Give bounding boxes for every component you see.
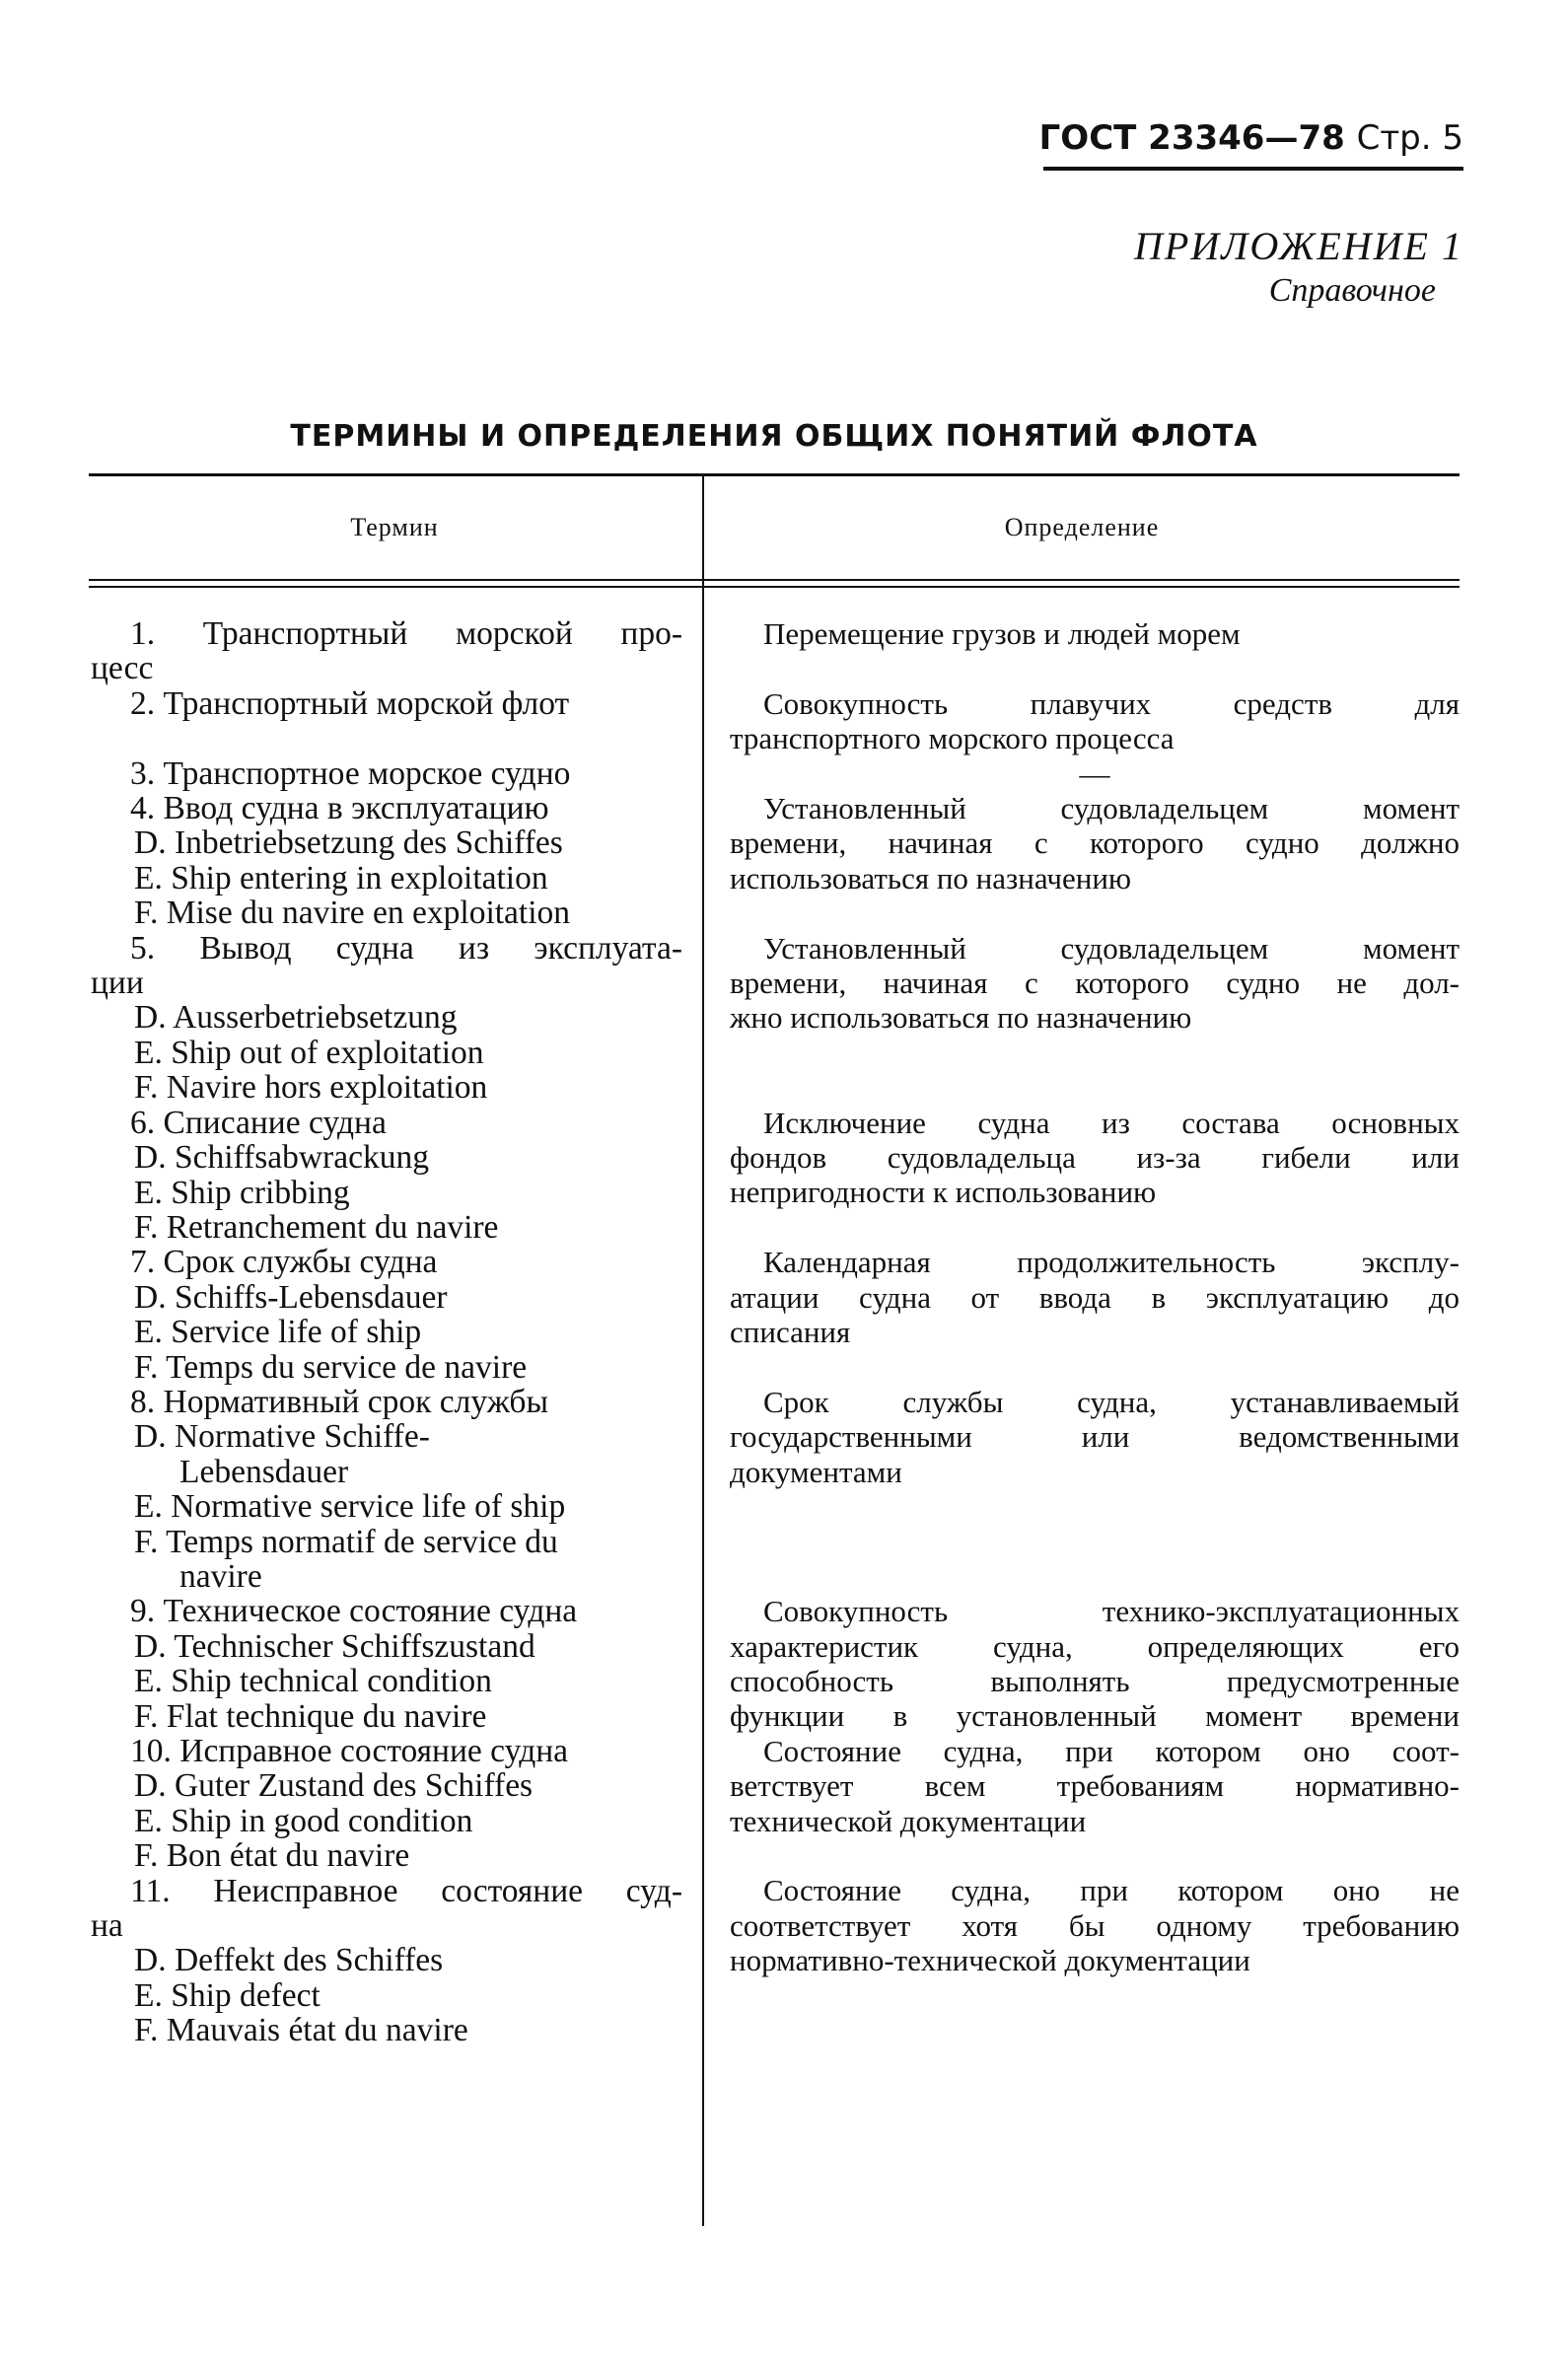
term-line: F. Flat technique du navire <box>134 1697 487 1735</box>
definition-line: ветствует всем требованиям нормативно- <box>730 1768 1460 1804</box>
definition-line: атации судна от ввода в эксплуатацию до <box>730 1279 1460 1315</box>
header-rule <box>1043 167 1463 171</box>
definition-block <box>730 1106 1460 1210</box>
term-line: E. Ship in good condition <box>134 1802 473 1839</box>
definition-block <box>730 1385 1460 1489</box>
term-line: 6. Списание судна <box>130 1104 387 1141</box>
page-number: Стр. 5 <box>1356 118 1463 158</box>
definition-block <box>730 1594 1460 1734</box>
definition-line: документами <box>730 1454 902 1489</box>
term-line: E. Service life of ship <box>134 1314 422 1351</box>
definition-line: Календарная продолжительность эксплу- <box>763 1245 1460 1280</box>
definition-block <box>730 791 1460 895</box>
column-divider <box>702 475 704 2226</box>
term-line <box>91 721 682 755</box>
term-line: D. Schiffsabwrackung <box>134 1139 429 1177</box>
term-line: E. Normative service life of ship <box>134 1488 566 1526</box>
gost-number: ГОСТ 23346—78 <box>1038 118 1345 158</box>
term-line: цесс <box>91 650 154 687</box>
definition-line: способность выполнять предусмотренные <box>730 1664 1460 1698</box>
term-line: navire <box>179 1557 262 1595</box>
definition-block <box>730 686 1460 756</box>
definition-line: использоваться по назначению <box>730 860 1132 895</box>
definition-line: времени, начиная с которого судно должно <box>730 825 1460 861</box>
definition-line: Состояние судна, при котором оно не <box>763 1873 1460 1908</box>
column-header-definition: Определение <box>1004 513 1160 541</box>
definition-line: жно использоваться по назначению <box>730 1000 1192 1036</box>
definition-block <box>730 756 1460 791</box>
table-top-rule <box>89 473 1460 476</box>
term-line: D. Guter Zustand des Schiffes <box>134 1767 534 1805</box>
definition-line: нормативно-технической документации <box>730 1943 1250 1978</box>
definition-line: технической документации <box>730 1803 1087 1838</box>
page-header <box>1039 118 1463 158</box>
term-line: 1. Транспортный морской про- <box>130 615 682 652</box>
definition-line: функции в установленный момент времени <box>730 1698 1460 1734</box>
term-line: E. Ship out of exploitation <box>134 1034 484 1071</box>
definition-line: Совокупность технико-эксплуатационных <box>763 1594 1460 1629</box>
term-line: E. Ship cribbing <box>134 1174 350 1211</box>
term-line: D. Technischer Schiffszustand <box>134 1627 535 1665</box>
table-header-rule-double <box>89 586 1460 588</box>
column-header-term: Термин <box>350 513 439 541</box>
appendix-title: ПРИЛОЖЕНИЕ 1 <box>1134 224 1463 268</box>
definition-line: Совокупность плавучих средств для <box>763 685 1460 721</box>
definition-line: списания <box>730 1315 851 1349</box>
definition-block <box>730 1245 1460 1349</box>
definition-line: фондов судовладельца из-за гибели или <box>730 1140 1460 1175</box>
term-line: 10. Исправное состояние судна <box>130 1733 569 1769</box>
term-line: 9. Техническое состояние судна <box>130 1593 578 1630</box>
term-line: F. Bon état du navire <box>134 1837 410 1875</box>
definition-line: Установленный судовладельцем момент <box>763 930 1460 966</box>
term-line: 11. Неисправное состояние суд- <box>130 1872 682 1909</box>
term-line: E. Ship technical condition <box>134 1663 492 1700</box>
appendix-subtitle: Справочное <box>1268 272 1436 309</box>
term-line: F. Mauvais état du navire <box>134 2012 468 2049</box>
term-line: F. Temps du service de navire <box>134 1348 528 1386</box>
term-line: F. Mise du navire en exploitation <box>134 895 571 932</box>
term-line: D. Schiffs-Lebensdauer <box>134 1278 448 1316</box>
definition-line: транспортного морского процесса <box>730 721 1175 756</box>
definition-block <box>730 1734 1460 1838</box>
definition-block <box>730 931 1460 1036</box>
term-line: F. Retranchement du navire <box>134 1208 499 1246</box>
term-line: 4. Ввод судна в эксплуатацию <box>130 790 549 827</box>
term-line: 3. Транспортное морское судно <box>130 754 571 792</box>
definition-line: Состояние судна, при котором оно соот- <box>763 1733 1460 1768</box>
term-line: Lebensdauer <box>179 1453 349 1490</box>
definition-line: характеристик судна, определяющих его <box>730 1628 1460 1664</box>
term-line: F. Navire hors exploitation <box>134 1069 488 1107</box>
definition-line: Срок службы судна, устанавливаемый <box>763 1384 1460 1419</box>
term-line: D. Normative Schiffe- <box>134 1418 430 1456</box>
table-header-rule <box>89 579 1460 581</box>
term-line: 7. Срок службы судна <box>130 1244 438 1281</box>
term-line: D. Inbetriebsetzung des Schiffes <box>134 824 563 862</box>
definition-block <box>730 1873 1460 1977</box>
term-line: 5. Вывод судна из эксплуата- <box>130 929 682 967</box>
term-line: E. Ship entering in exploitation <box>134 859 548 896</box>
term-line: 2. Транспортный морской флот <box>130 684 570 722</box>
definition-block <box>730 616 1460 651</box>
term-line: F. Temps normatif de service du <box>134 1523 558 1560</box>
terms-column <box>91 616 682 2048</box>
definition-line: Исключение судна из состава основных <box>763 1105 1460 1140</box>
term-line: E. Ship defect <box>134 1976 321 2014</box>
term-line: D. Ausserbetriebsetzung <box>134 999 458 1037</box>
term-line: 8. Нормативный срок службы <box>130 1383 548 1420</box>
document-title: ТЕРМИНЫ И ОПРЕДЕЛЕНИЯ ОБЩИХ ПОНЯТИЙ ФЛОТА <box>290 419 1258 454</box>
term-line: на <box>91 1907 123 1945</box>
definition-line: Установленный судовладельцем момент <box>763 791 1460 825</box>
definition-line: — <box>1079 755 1110 791</box>
definition-line: государственными или ведомственными <box>730 1419 1460 1455</box>
term-line: D. Deffekt des Schiffes <box>134 1942 444 1979</box>
definition-line: времени, начиная с которого судно не дол- <box>730 966 1460 1000</box>
definition-line: соответствует хотя бы одному требованию <box>730 1907 1460 1943</box>
definition-line: непригодности к использованию <box>730 1175 1157 1210</box>
definition-line: Перемещение грузов и людей морем <box>763 616 1241 651</box>
term-line: ции <box>91 965 144 1002</box>
